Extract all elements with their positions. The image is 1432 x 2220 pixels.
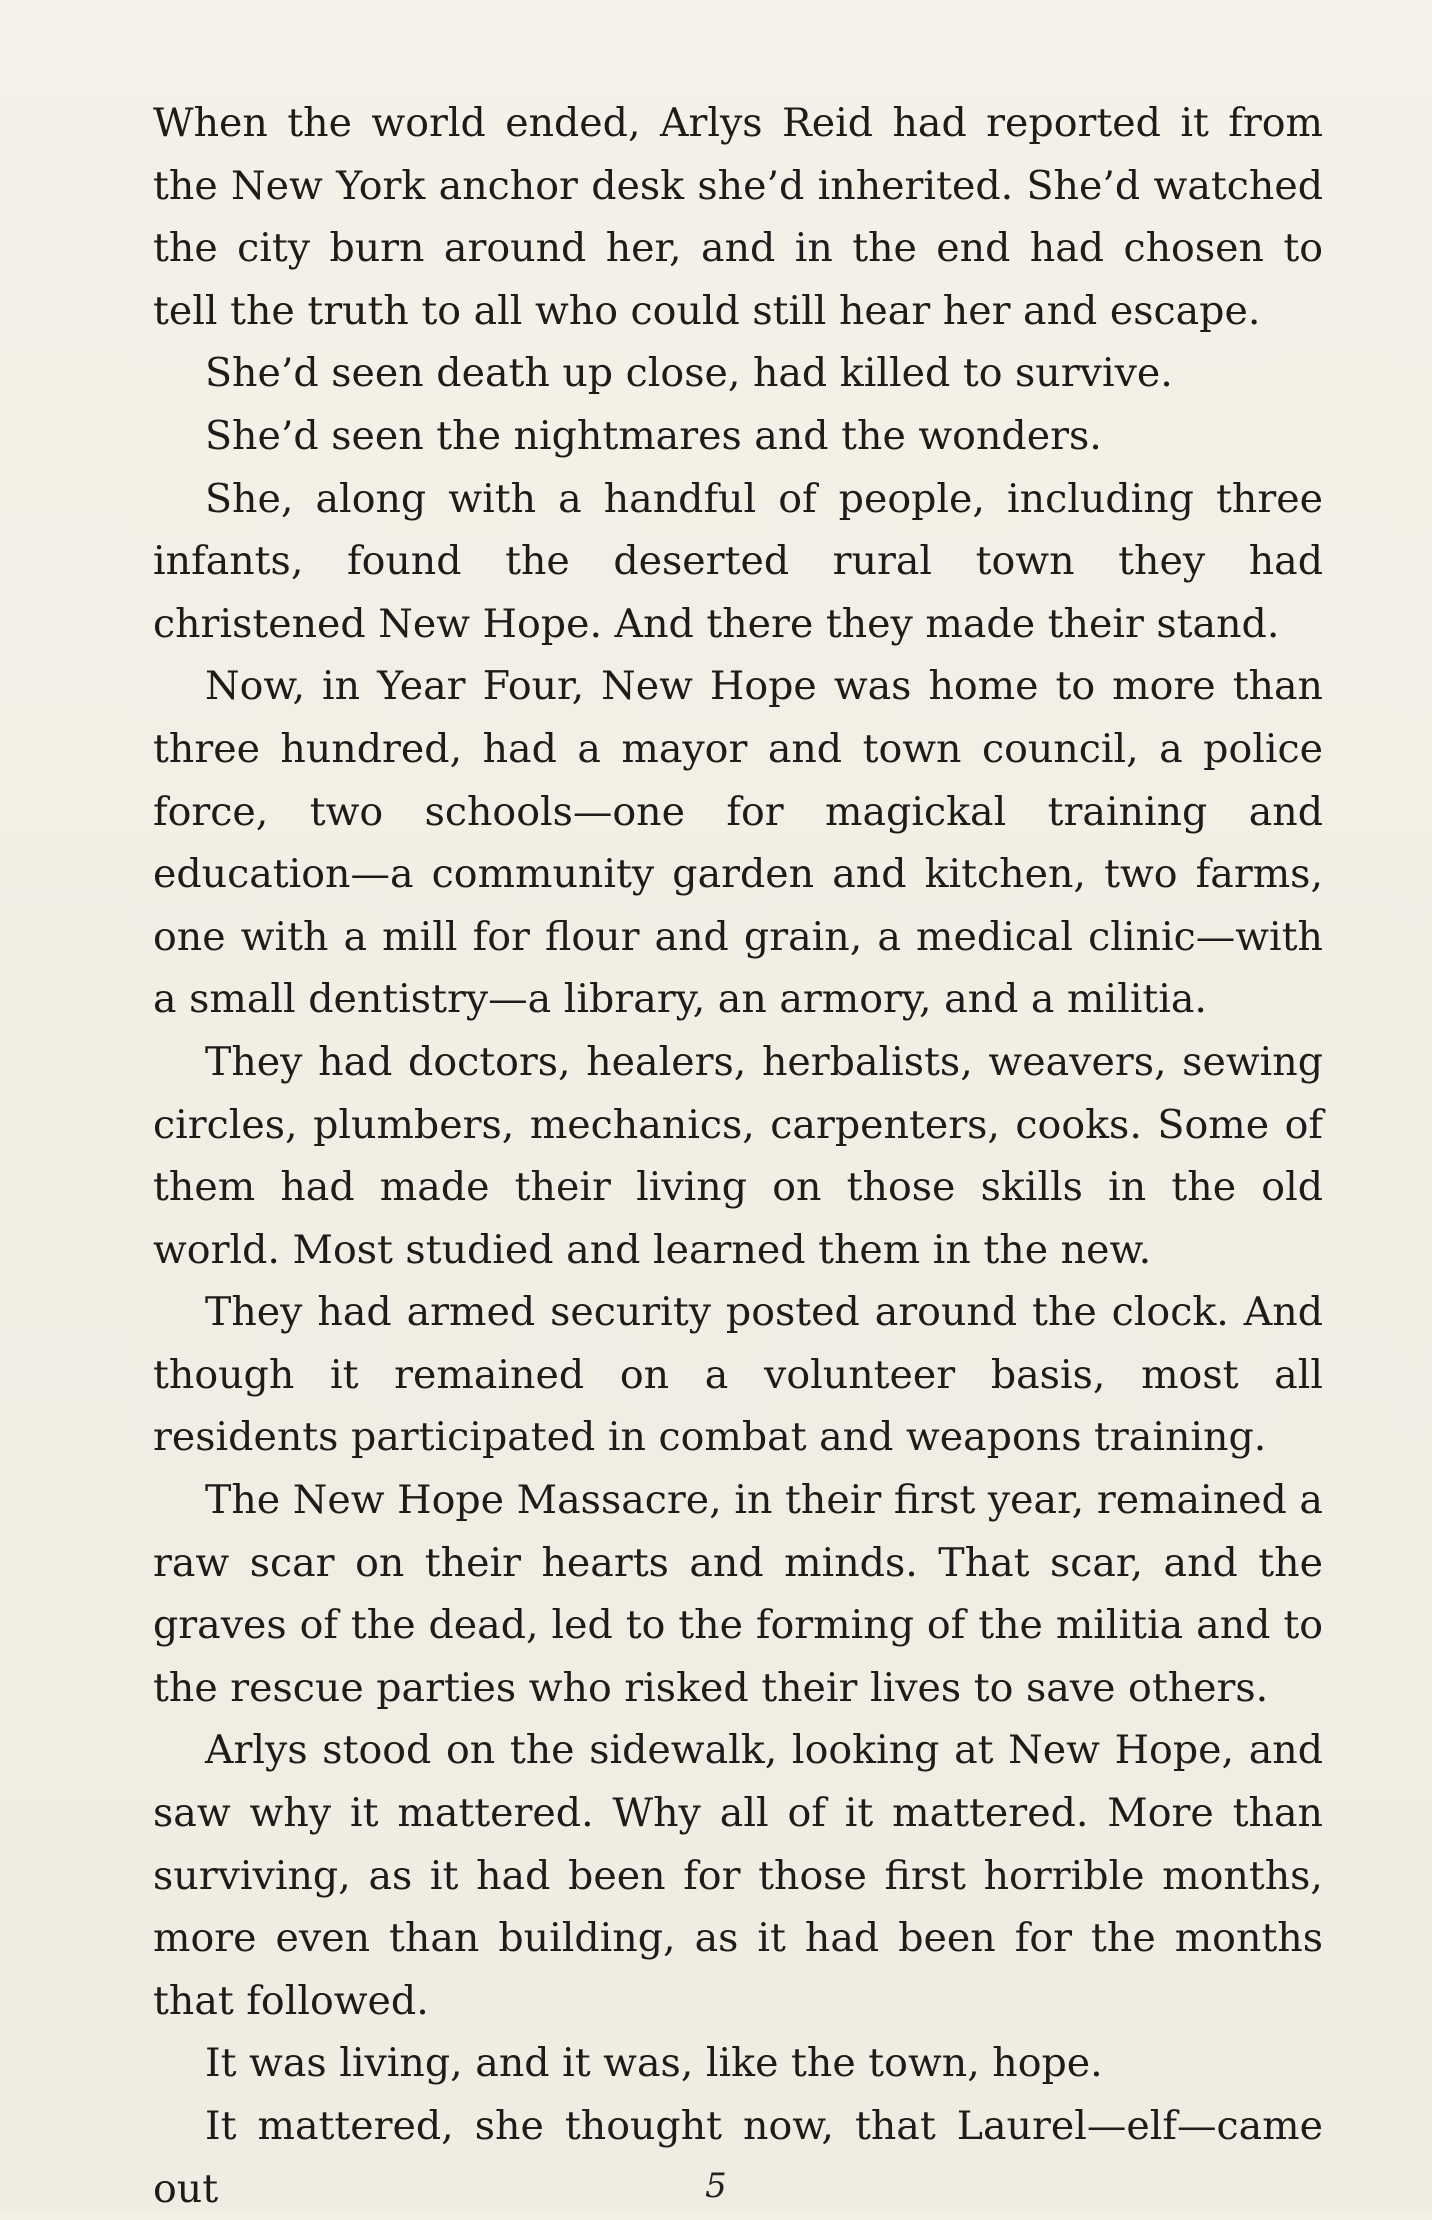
paragraph-6: They had doctors, healers, herbalists, weavers, sewing circles, plumbers, mechanics, carpenters, cooks. Some of them had made their living on those skills in the old world. Most studied and learned them in the new. [153, 1038, 1323, 1273]
body-text [153, 92, 1323, 2220]
paragraph-11: It mattered, she thought now, that Laurel—elf—came out [153, 2103, 1323, 2212]
paragraph-9: Arlys stood on the sidewalk, looking at New Hope, and saw why it mattered. Why all of it mattered. More than surviving, as it had been for those first horrible months, more even than building, as it had been for the months that followed. [153, 1727, 1323, 2024]
paragraph-10: It was living, and it was, like the town, hope. [205, 2040, 1103, 2087]
paragraph-8: The New Hope Massacre, in their first year, remained a raw scar on their hearts and minds. That scar, and the graves of the dead, led to the forming of the militia and to the rescue parties who risked their lives to save others. [153, 1477, 1323, 1711]
paragraph-2: She’d seen death up close, had killed to survive. [205, 350, 1173, 397]
page-number: 5 [705, 2166, 727, 2206]
paragraph-1: When the world ended, Arlys Reid had reported it from the New York anchor desk she’d inherited. She’d watched the city burn around her, and in the end had chosen to tell the truth to all who could still hear her and escape. [153, 100, 1323, 334]
paragraph-4: She, along with a handful of people, including three infants, found the deserted rural town they had christened New Hope. And there they made their stand. [153, 475, 1323, 647]
paragraph-3: She’d seen the nightmares and the wonders. [205, 412, 1102, 459]
paragraph-7: They had armed security posted around the clock. And though it remained on a volunteer basis, most all residents participated in combat and weapons training. [153, 1289, 1323, 1461]
paragraph-5: Now, in Year Four, New Hope was home to more than three hundred, had a mayor and town council, a police force, two schools—one for magickal training and education—a community garden and kitchen, two farms, one with a mill for flour and grain, a medical clinic—with a small dentistry—a library, an armory, and a militia. [153, 663, 1323, 1023]
